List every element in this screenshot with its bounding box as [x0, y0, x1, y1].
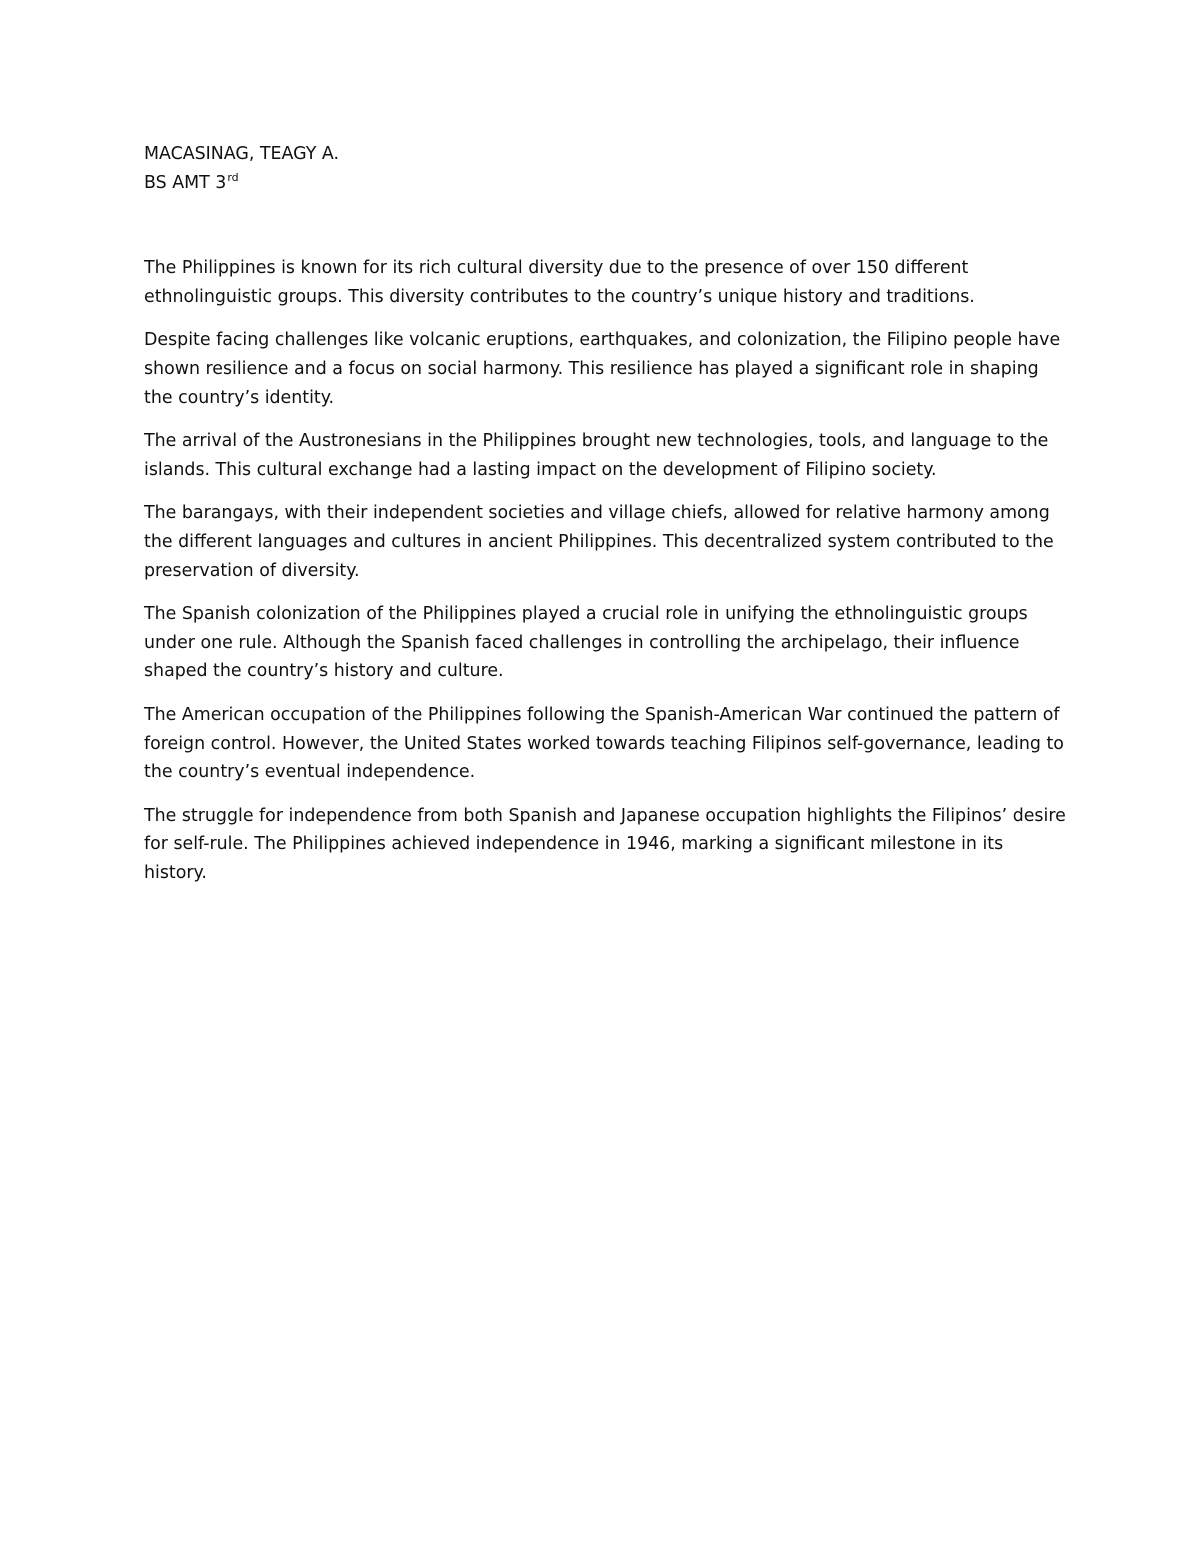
paragraph-austronesians: The arrival of the Austronesians in the Philippines brought new technologies, tools, and language to the islands. This cultural exchange had a lasting impact on the development of Filipino society. — [144, 431, 1049, 480]
paragraph-cultural-diversity: The Philippines is known for its rich cultural diversity due to the presence of over 150 different ethnolinguistic groups. This diversity contributes to the country’s unique history and traditions. — [144, 258, 975, 307]
author-name: MACASINAG, TEAGY A. — [144, 144, 340, 164]
paragraph-resilience: Despite facing challenges like volcanic eruptions, earthquakes, and colonization, the Filipino people have shown resilience and a focus on social harmony. This resilience has played a significant role in shaping the country’s identity. — [144, 330, 1061, 408]
paragraph-american-occupation: The American occupation of the Philippines following the Spanish-American War continued the pattern of foreign control. However, the United States worked towards teaching Filipinos self-governance, leading to the country’s eventual independence. — [144, 704, 1064, 783]
header-spacer — [144, 197, 1069, 254]
paragraph-spanish-colonization: The Spanish colonization of the Philippines played a crucial role in unifying the ethnolinguistic groups under one rule. Although the Spanish faced challenges in controlling the archipelago, their influence shaped the country’s history and culture. — [144, 604, 1028, 682]
paragraph-barangays: The barangays, with their independent societies and village chiefs, allowed for relative harmony among the different languages and cultures in ancient Philippines. This decentralized system contributed to the preservation of diversity. — [144, 503, 1054, 581]
paragraph-independence: The struggle for independence from both Spanish and Japanese occupation highlights the Filipinos’ desire for self-rule. The Philippines achieved independence in 1946, marking a significant milestone in its history. — [144, 805, 1066, 883]
course-ordinal-suffix: rd — [227, 170, 239, 184]
course-label: BS AMT 3 — [144, 172, 227, 193]
document-body — [144, 140, 1069, 902]
course-line — [144, 169, 1069, 198]
